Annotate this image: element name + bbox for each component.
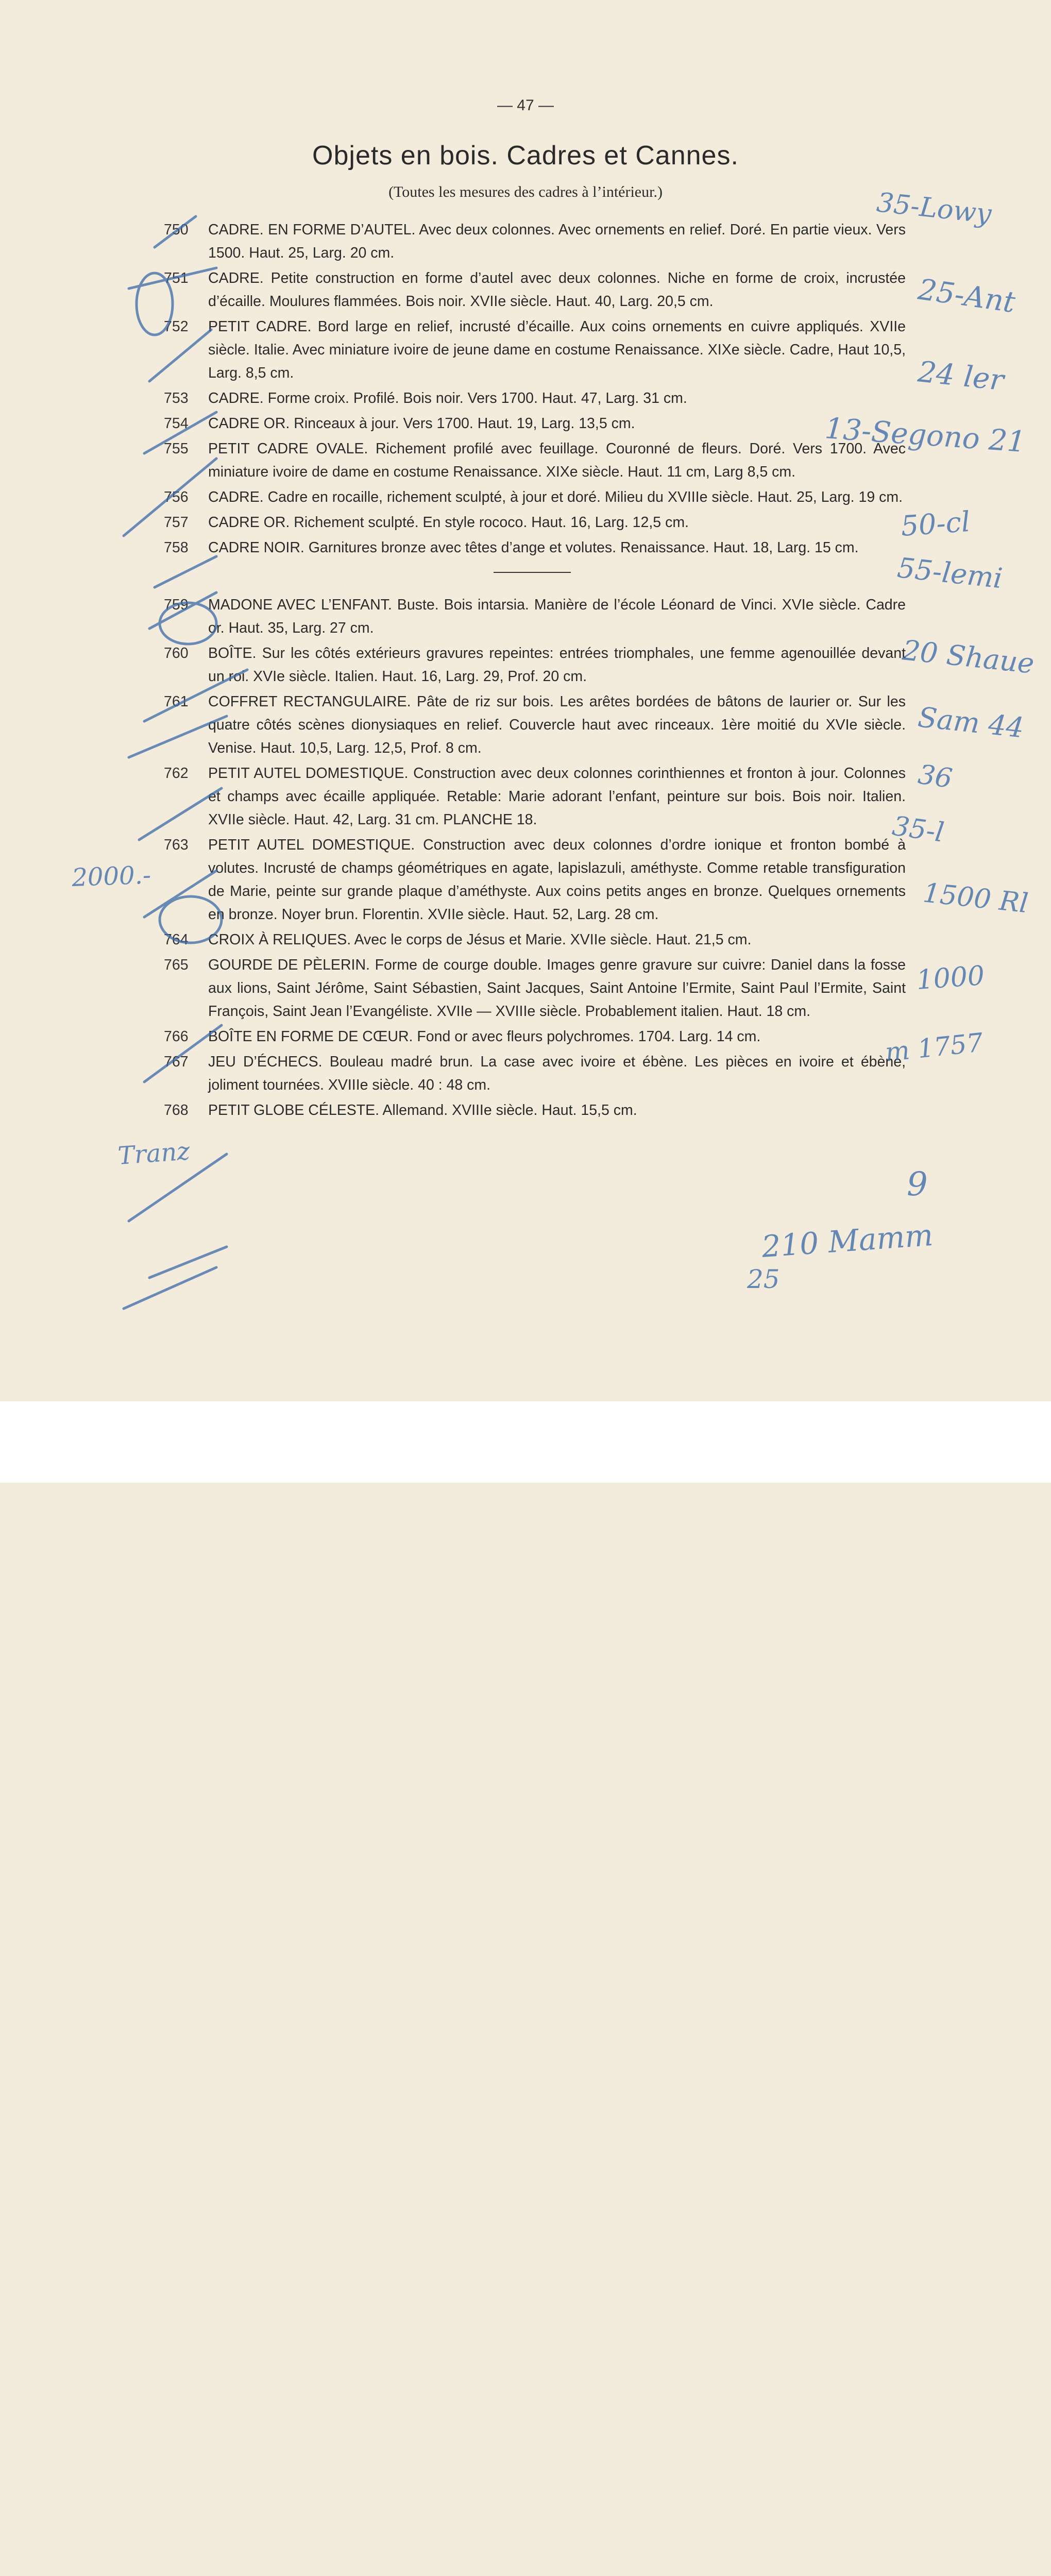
entry-number: 765 bbox=[164, 957, 189, 973]
entry-number: 751 bbox=[164, 270, 189, 286]
page-number: — 47 — bbox=[497, 97, 554, 114]
entry-number: 759 bbox=[164, 597, 189, 613]
entry-description: JEU D’ÉCHECS. Bouleau madré brun. La case avec ivoire et ébène. Les pièces en ivoire et ébène, joliment tournées. XVIIIe siècle. 40 : 48 cm. bbox=[208, 1054, 906, 1093]
catalog-entry bbox=[164, 1050, 906, 1097]
entry-number: 756 bbox=[164, 489, 189, 505]
entry-number: 752 bbox=[164, 318, 189, 335]
catalog-entry bbox=[164, 762, 906, 832]
entry-number: 757 bbox=[164, 514, 189, 531]
catalog-entry bbox=[164, 834, 906, 926]
entry-number: 761 bbox=[164, 693, 189, 710]
entry-group-objects bbox=[164, 594, 906, 1122]
annotation-text: 36 bbox=[916, 759, 955, 795]
annotation-text: 2000.- bbox=[71, 860, 151, 892]
annotation-text: Tranz bbox=[116, 1137, 191, 1171]
annotation-text: 35-l bbox=[890, 810, 946, 849]
catalog-entry bbox=[164, 267, 906, 313]
annotation-text: m 1757 bbox=[884, 1027, 985, 1067]
entry-description: CADRE OR. Richement sculpté. En style rococo. Haut. 16, Larg. 12,5 cm. bbox=[208, 514, 689, 531]
catalog-entry bbox=[164, 218, 906, 265]
catalog-entry bbox=[164, 315, 906, 385]
catalog-entry bbox=[164, 437, 906, 484]
entry-description: BOÎTE EN FORME DE CŒUR. Fond or avec fleurs polychromes. 1704. Larg. 14 cm. bbox=[208, 1028, 761, 1045]
entry-description: PETIT CADRE OVALE. Richement profilé avec feuillage. Couronné de fleurs. Doré. Vers 1700. Avec miniature ivoire de dame en costume Renaissance. XIXe siècle. Haut. 11 cm, Larg 8,5 cm. bbox=[208, 440, 906, 480]
catalog-entry bbox=[164, 412, 906, 435]
entry-number: 760 bbox=[164, 645, 189, 662]
entry-description: CADRE. Forme croix. Profilé. Bois noir. Vers 1700. Haut. 47, Larg. 31 cm. bbox=[208, 390, 687, 406]
entry-description: CADRE. Cadre en rocaille, richement sculpté, à jour et doré. Milieu du XVIIIe siècle. Haut. 25, Larg. 19 cm. bbox=[208, 489, 903, 505]
catalog-entry bbox=[164, 1025, 906, 1048]
annotation-text: 1000 bbox=[915, 960, 986, 996]
entry-number: 754 bbox=[164, 415, 189, 432]
entry-description: COFFRET RECTANGULAIRE. Pâte de riz sur bois. Les arêtes bordées de bâtons de laurier or. Sur les quatre côtés scènes dionysiaques en relief. Couvercle haut avec rinceaux. 1ère moitié du XVIe siècle. Venise. Haut. 10,5, Larg. 12,5, Prof. 8 cm. bbox=[208, 693, 906, 756]
entry-description: CROIX À RELIQUES. Avec le corps de Jésus et Marie. XVIIe siècle. Haut. 21,5 cm. bbox=[208, 931, 752, 948]
annotation-text: 24 ler bbox=[916, 355, 1006, 398]
entry-description: GOURDE DE PÈLERIN. Forme de courge double. Images genre gravure sur cuivre: Daniel dans la fosse aux lions, Saint Jérôme, Saint Sébastien, Saint Jacques, Saint Antoine l’Ermite, Saint Paul l’Ermite, Saint François, Saint Jean l’Evangéliste. XVIIe — XVIIIe siècle. Probablement italien. Haut. 18 cm. bbox=[208, 957, 906, 1020]
entry-description: BOÎTE. Sur les côtés extérieurs gravures repeintes: entrées triomphales, une femme agenouillée devant un roi. XVIe siècle. Italien. Haut. 16, Larg. 29, Prof. 20 cm. bbox=[208, 645, 906, 685]
catalog-entry bbox=[164, 1099, 906, 1122]
entry-number: 766 bbox=[164, 1028, 189, 1045]
entry-description: PETIT AUTEL DOMESTIQUE. Construction avec deux colonnes d’ordre ionique et fronton bombé à volutes. Incrusté de champs géométriques en agate, lapislazuli, améthyste. Comme retable transfiguration de Marie, peinte sur grande plaque d’améthyste. Aux coins petits anges en bronze. Quelques ornements en bronze. Noyer brun. Florentin. XVIIe siècle. Haut. 52, Larg. 28 cm. bbox=[208, 837, 906, 923]
entry-group-frames bbox=[164, 218, 906, 560]
pencil-stroke bbox=[129, 1154, 227, 1221]
catalog-entry bbox=[164, 511, 906, 534]
annotation-text: 55-lemi bbox=[895, 551, 1004, 595]
entry-description: PETIT AUTEL DOMESTIQUE. Construction avec deux colonnes corinthiennes et fronton à jour. Colonnes et champs avec écaille appliquée. Retable: Marie adorant l’enfant, peinture sur bois. Bois noir. Italien. XVIIe siècle. Haut. 42, Larg. 31 cm. PLANCHE 18. bbox=[208, 765, 906, 828]
entry-number: 758 bbox=[164, 539, 189, 556]
catalog-entry bbox=[164, 928, 906, 952]
annotation-text: 210 Mamm bbox=[760, 1217, 935, 1264]
entry-description: MADONE AVEC L’ENFANT. Buste. Bois intarsia. Manière de l’école Léonard de Vinci. XVIe siècle. Cadre or. Haut. 35, Larg. 27 cm. bbox=[208, 597, 906, 636]
page-title: Objets en bois. Cadres et Cannes. bbox=[312, 141, 739, 171]
catalog-entry bbox=[164, 486, 906, 509]
entry-description: CADRE. Petite construction en forme d’autel avec deux colonnes. Niche en forme de croix, incrustée d’écaille. Moulures flammées. Bois noir. XVIIe siècle. Haut. 40, Larg. 20,5 cm. bbox=[208, 270, 906, 310]
entry-description: CADRE OR. Rinceaux à jour. Vers 1700. Haut. 19, Larg. 13,5 cm. bbox=[208, 415, 635, 432]
annotation-text: 25 bbox=[747, 1264, 780, 1294]
annotation-text: 20 Shaue bbox=[901, 634, 1036, 680]
entry-number: 768 bbox=[164, 1102, 189, 1118]
catalog-entry bbox=[164, 690, 906, 760]
catalog-entry bbox=[164, 642, 906, 688]
entry-number: 750 bbox=[164, 222, 189, 238]
entry-number: 755 bbox=[164, 440, 189, 457]
annotation-text: 50-cl bbox=[900, 505, 972, 543]
catalog-entries bbox=[164, 218, 906, 1124]
annotation-text: 9 bbox=[907, 1165, 928, 1204]
annotation-text: 25-Ant bbox=[916, 273, 1018, 320]
entry-number: 764 bbox=[164, 931, 189, 948]
entry-number: 762 bbox=[164, 765, 189, 782]
catalog-entry bbox=[164, 594, 906, 640]
entry-number: 763 bbox=[164, 837, 189, 853]
entry-description: CADRE. EN FORME D’AUTEL. Avec deux colonnes. Avec ornements en relief. Doré. En partie vieux. Vers 1500. Haut. 25, Larg. 20 cm. bbox=[208, 222, 906, 261]
footer-bar bbox=[0, 1401, 1051, 1483]
annotation-text: 1500 Rl bbox=[921, 877, 1030, 920]
annotation-text: 35-Lowy bbox=[875, 187, 993, 230]
entry-description: CADRE NOIR. Garnitures bronze avec têtes d’ange et volutes. Renaissance. Haut. 18, Larg. 15 cm. bbox=[208, 539, 859, 556]
entry-number: 767 bbox=[164, 1054, 189, 1070]
catalog-entry bbox=[164, 954, 906, 1023]
entry-description: PETIT GLOBE CÉLESTE. Allemand. XVIIIe siècle. Haut. 15,5 cm. bbox=[208, 1102, 637, 1118]
pencil-stroke bbox=[149, 1247, 227, 1278]
pencil-stroke bbox=[124, 1267, 216, 1309]
page-subtitle: (Toutes les mesures des cadres à l’intérieur.) bbox=[388, 183, 663, 200]
catalog-entry bbox=[164, 387, 906, 410]
entry-description: PETIT CADRE. Bord large en relief, incrusté d’écaille. Aux coins ornements en cuivre appliqués. XVIIe siècle. Italie. Avec miniature ivoire de jeune dame en costume Renaissance. XIXe siècle. Cadre, Haut 10,5, Larg. 8,5 cm. bbox=[208, 318, 906, 381]
entry-number: 753 bbox=[164, 390, 189, 406]
section-divider bbox=[494, 572, 571, 573]
annotation-text: Sam 44 bbox=[916, 701, 1026, 744]
catalog-entry bbox=[164, 536, 906, 560]
annotation-text: 13-Segono 21 bbox=[824, 412, 1027, 460]
